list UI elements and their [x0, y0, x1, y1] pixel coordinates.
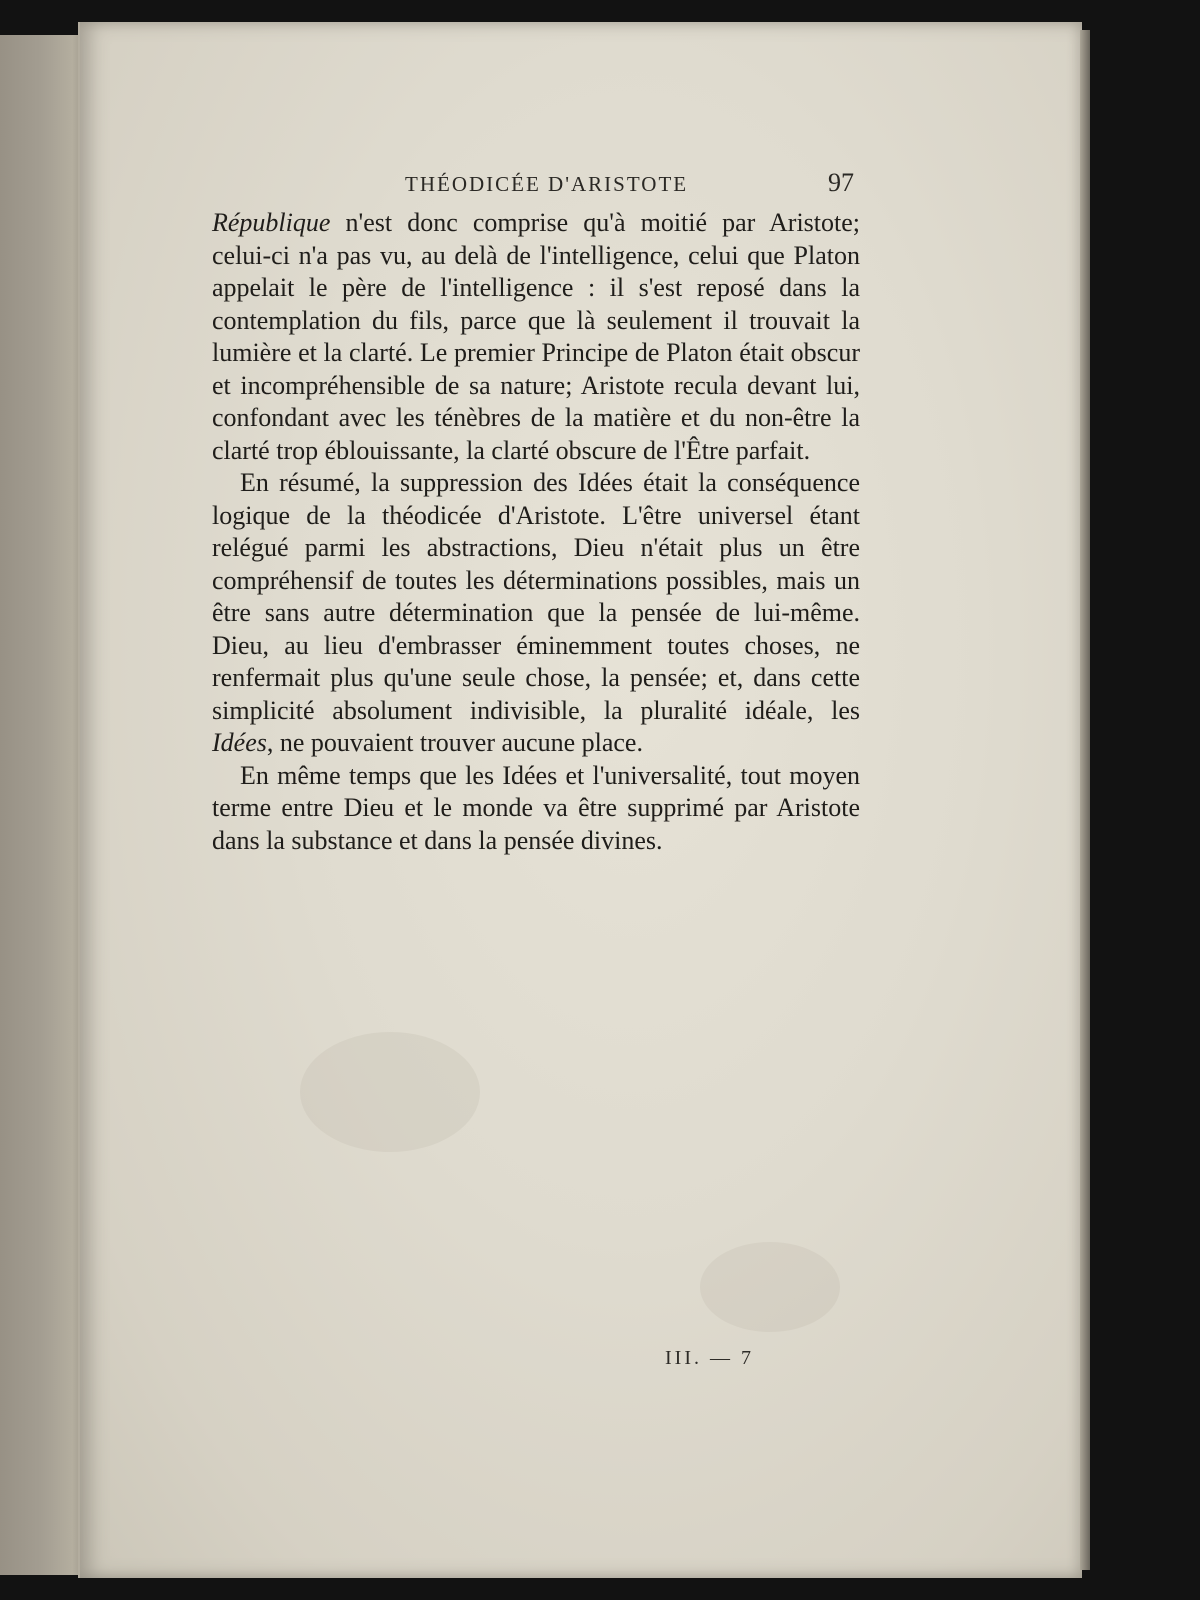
italic-word: République — [212, 208, 331, 237]
paragraph-2 — [212, 467, 860, 760]
signature-mark: III. — 7 — [665, 1347, 754, 1369]
body-text — [212, 207, 860, 857]
header-title: THÉODICÉE D'ARISTOTE — [405, 172, 689, 196]
paragraph-2-text-after: , ne pouvaient trouver aucune place. — [266, 728, 643, 757]
paragraph-3: En même temps que les Idées et l'universalité, tout moyen terme entre Dieu et le monde va être supprimé par Aristote dans la substance et dans la pensée divines. — [212, 760, 860, 855]
paper-stain — [700, 1242, 840, 1332]
running-header — [80, 162, 1082, 202]
paper-stain — [300, 1032, 480, 1152]
paragraph-2-text-before: En résumé, la suppression des Idées était la conséquence logique de la théodicée d'Aristote. L'être universel étant relégué parmi les abstractions, Dieu n'était plus un être compréhensif de toutes les déterminations possibles, mais un être sans autre détermination que la pensée de lui-même. Dieu, au lieu d'embrasser éminemment toutes choses, ne renfermait plus qu'une seule chose, la pensée; et, dans cette simplicité absolument indivisible, la pluralité idéale, les — [212, 468, 860, 725]
page-number: 97 — [828, 168, 854, 197]
paragraph-1 — [212, 207, 860, 467]
italic-word: Idées — [212, 728, 267, 757]
right-page-edge — [1080, 30, 1090, 1570]
paragraph-1-text: n'est donc comprise qu'à moitié par Aristote; celui-ci n'a pas vu, au delà de l'intelligence, celui que Platon appelait le père de l'intelligence : il s'est reposé dans la contemplation du fils, parce que là seulement il trouvait la lumière et la clarté. Le premier Principe de Platon était obscur et incompréhensible de sa nature; Aristote recula devant lui, confondant avec les ténèbres de la matière et du non-être la clarté trop éblouissante, la clarté obscure de l'Être parfait. — [212, 208, 860, 465]
book-page — [78, 22, 1082, 1578]
